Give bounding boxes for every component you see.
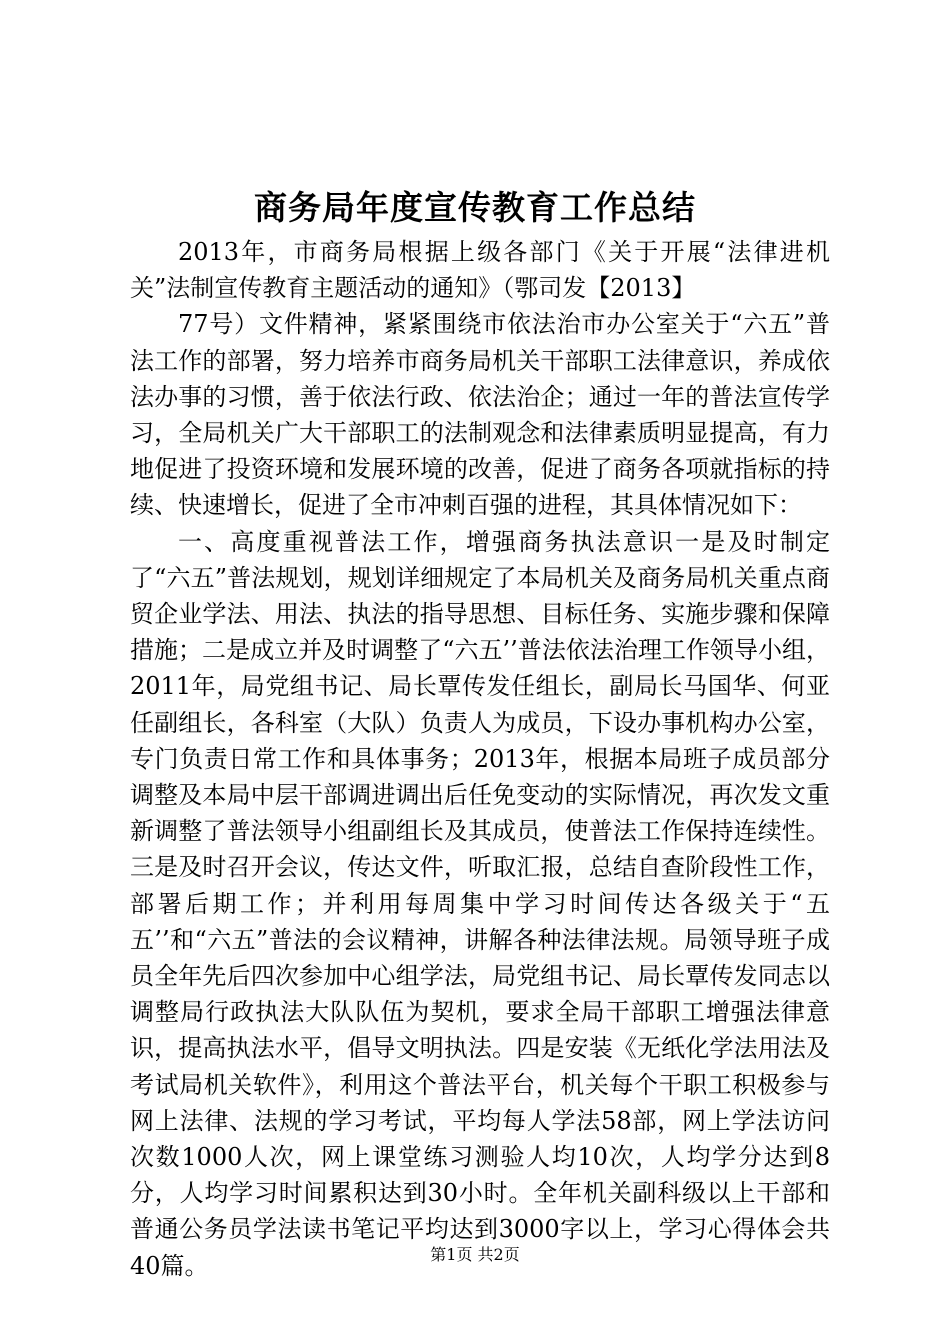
paragraph-context: 77号）文件精神，紧紧围绕市依法治市办公室关于“六五”普法工作的部署，努力培养市商务局机关干部职工法律意识，养成依法办事的习惯，善于依法行政、依法治企；通过一年的普法宣传学习，全局机关广大干部职工的法制观念和法律素质明显提高，有力地促进了投资环境和发展环境的改善，促进了商务各项就指标的持续、快速增长，促进了全市冲刺百强的进程，其具体情况如下： — [130, 310, 830, 520]
document-title: 商务局年度宣传教育工作总结 — [254, 188, 696, 227]
document-body — [130, 234, 830, 1284]
paragraph-section-one: 一、高度重视普法工作，增强商务执法意识一是及时制定了“六五”普法规划，规划详细规定了本局机关及商务局机关重点商贸企业学法、用法、执法的指导思想、目标任务、实施步骤和保障措施；二是成立并及时调整了“六五’’普法依法治理工作领导小组，2011年，局党组书记、局长覃传发任组长，副局长马国华、何亚任副组长，各科室（大队）负责人为成员，下设办事机构办公室，专门负责日常工作和具体事务；2013年，根据本局班子成员部分调整及本局中层干部调进调出后任免变动的实际情况，再次发文重新调整了普法领导小组副组长及其成员，使普法工作保持连续性。三是及时召开会议，传达文件，听取汇报，总结自查阶段性工作，部署后期工作；并利用每周集中学习时间传达各级关于“五五’’和“六五”普法的会议精神，讲解各种法律法规。局领导班子成员全年先后四次参加中心组学法，局党组书记、局长覃传发同志以调整局行政执法大队队伍为契机，要求全局干部职工增强法律意识，提高执法水平，倡导文明执法。四是安装《无纸化学法用法及考试局机关软件》，利用这个普法平台，机关每个干职工积极参与网上法律、法规的学习考试，平均每人学法58部，网上学法访问次数1000人次，网上课堂练习测验人均10次，人均学分达到8分，人均学习时间累积达到30小时。全年机关副科级以上干部和普通公务员学法读书笔记平均达到3000字以上，学习心得体会共40篇。 — [130, 527, 830, 1280]
page-number-footer: 第1页 共2页 — [430, 1245, 520, 1264]
paragraph-intro: 2013年，市商务局根据上级各部门《关于开展“法律进机关”法制宣传教育主题活动的通知》（鄂司发【2013】 — [130, 238, 830, 303]
